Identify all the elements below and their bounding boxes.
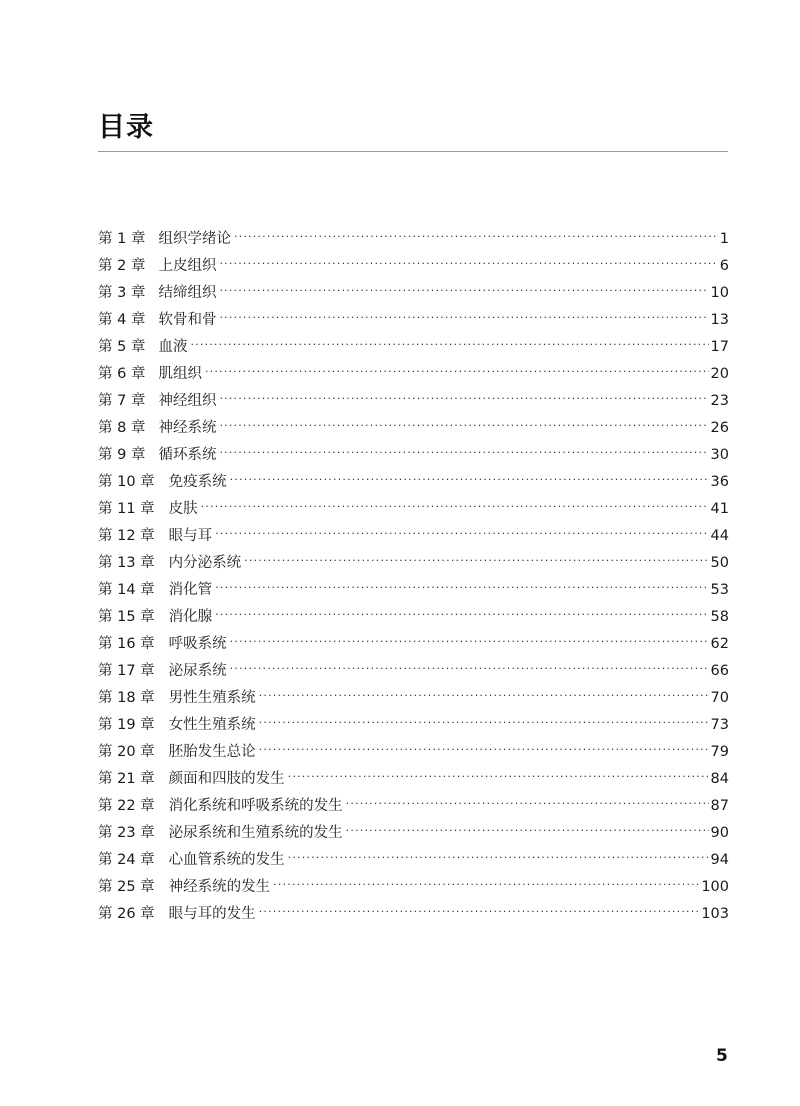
chapter-page-number: 23: [710, 393, 729, 409]
chapter-page-number: 73: [710, 717, 729, 733]
toc-entry[interactable]: [98, 361, 729, 388]
chapter-title: 神经组织: [158, 393, 217, 409]
chapter-page-number: 13: [710, 312, 729, 328]
dot-leader: [201, 493, 709, 520]
chapter-title: 泌尿系统和生殖系统的发生: [168, 825, 343, 841]
dot-leader: [259, 682, 709, 709]
chapter-page-number: 50: [710, 555, 729, 571]
dot-leader: [205, 358, 709, 385]
chapter-title: 消化管: [168, 582, 213, 598]
chapter-number: 第 20 章: [98, 744, 155, 760]
toc-entry[interactable]: [98, 577, 729, 604]
toc-entry[interactable]: [98, 469, 729, 496]
chapter-number: 第 21 章: [98, 771, 155, 787]
chapter-title: 上皮组织: [158, 258, 217, 274]
chapter-number: 第 15 章: [98, 609, 155, 625]
chapter-number: 第 23 章: [98, 825, 155, 841]
chapter-page-number: 44: [710, 528, 729, 544]
toc-entry[interactable]: [98, 847, 729, 874]
chapter-page-number: 79: [710, 744, 729, 760]
dot-leader: [259, 898, 700, 925]
chapter-number: 第 11 章: [98, 501, 155, 517]
chapter-title: 心血管系统的发生: [168, 852, 285, 868]
dot-leader: [219, 250, 717, 277]
chapter-page-number: 20: [710, 366, 729, 382]
toc-entry[interactable]: [98, 307, 729, 334]
dot-leader: [230, 466, 709, 493]
chapter-page-number: 53: [710, 582, 729, 598]
chapter-number: 第 7 章: [98, 393, 146, 409]
page-title: 目录: [98, 112, 154, 144]
toc-entry[interactable]: [98, 334, 729, 361]
toc-entry[interactable]: [98, 415, 729, 442]
dot-leader: [219, 277, 708, 304]
dot-leader: [244, 547, 708, 574]
chapter-number: 第 18 章: [98, 690, 155, 706]
chapter-title: 消化腺: [168, 609, 213, 625]
chapter-number: 第 2 章: [98, 258, 146, 274]
chapter-number: 第 1 章: [98, 231, 146, 247]
chapter-title: 呼吸系统: [168, 636, 227, 652]
toc-entry[interactable]: [98, 685, 729, 712]
chapter-page-number: 6: [719, 258, 729, 274]
toc-entry[interactable]: [98, 442, 729, 469]
toc-entry[interactable]: [98, 523, 729, 550]
toc-entry[interactable]: [98, 874, 729, 901]
chapter-title: 消化系统和呼吸系统的发生: [168, 798, 343, 814]
chapter-title: 内分泌系统: [168, 555, 242, 571]
chapter-page-number: 84: [710, 771, 729, 787]
table-of-contents: [98, 226, 729, 928]
dot-leader: [234, 223, 718, 250]
chapter-number: 第 13 章: [98, 555, 155, 571]
chapter-title: 泌尿系统: [168, 663, 227, 679]
chapter-title: 男性生殖系统: [168, 690, 256, 706]
chapter-number: 第 22 章: [98, 798, 155, 814]
toc-entry[interactable]: [98, 253, 729, 280]
chapter-number: 第 26 章: [98, 906, 155, 922]
chapter-number: 第 9 章: [98, 447, 146, 463]
dot-leader: [230, 655, 709, 682]
dot-leader: [259, 736, 709, 763]
chapter-number: 第 4 章: [98, 312, 146, 328]
dot-leader: [219, 385, 708, 412]
chapter-number: 第 25 章: [98, 879, 155, 895]
chapter-page-number: 36: [710, 474, 729, 490]
toc-entry[interactable]: [98, 739, 729, 766]
title-divider: [98, 151, 728, 152]
page-number: 5: [716, 1046, 728, 1066]
chapter-number: 第 12 章: [98, 528, 155, 544]
dot-leader: [259, 709, 709, 736]
chapter-page-number: 41: [710, 501, 729, 517]
chapter-page-number: 1: [719, 231, 729, 247]
dot-leader: [346, 790, 709, 817]
chapter-number: 第 5 章: [98, 339, 146, 355]
toc-entry[interactable]: [98, 820, 729, 847]
toc-entry[interactable]: [98, 280, 729, 307]
dot-leader: [230, 628, 709, 655]
chapter-page-number: 70: [710, 690, 729, 706]
chapter-title: 循环系统: [158, 447, 217, 463]
toc-entry[interactable]: [98, 550, 729, 577]
toc-entry[interactable]: [98, 766, 729, 793]
chapter-title: 神经系统的发生: [168, 879, 271, 895]
dot-leader: [190, 331, 708, 358]
chapter-number: 第 17 章: [98, 663, 155, 679]
chapter-title: 神经系统: [158, 420, 217, 436]
toc-entry[interactable]: [98, 388, 729, 415]
chapter-title: 皮肤: [168, 501, 198, 517]
chapter-title: 组织学绪论: [158, 231, 231, 247]
chapter-title: 免疫系统: [168, 474, 227, 490]
chapter-page-number: 58: [710, 609, 729, 625]
toc-entry[interactable]: [98, 712, 729, 739]
chapter-number: 第 10 章: [98, 474, 155, 490]
chapter-title: 血液: [158, 339, 188, 355]
chapter-page-number: 62: [710, 636, 729, 652]
chapter-title: 眼与耳的发生: [168, 906, 256, 922]
chapter-page-number: 66: [710, 663, 729, 679]
dot-leader: [219, 439, 708, 466]
toc-entry[interactable]: [98, 631, 729, 658]
toc-entry[interactable]: [98, 658, 729, 685]
chapter-number: 第 24 章: [98, 852, 155, 868]
dot-leader: [288, 763, 709, 790]
chapter-page-number: 10: [710, 285, 729, 301]
chapter-title: 胚胎发生总论: [168, 744, 256, 760]
toc-entry[interactable]: [98, 226, 729, 253]
chapter-title: 女性生殖系统: [168, 717, 256, 733]
chapter-number: 第 8 章: [98, 420, 146, 436]
toc-entry[interactable]: [98, 604, 729, 631]
dot-leader: [215, 520, 708, 547]
chapter-number: 第 19 章: [98, 717, 155, 733]
chapter-number: 第 3 章: [98, 285, 146, 301]
chapter-number: 第 6 章: [98, 366, 146, 382]
chapter-title: 颜面和四肢的发生: [168, 771, 285, 787]
dot-leader: [273, 871, 699, 898]
toc-entry[interactable]: [98, 901, 729, 928]
dot-leader: [215, 574, 708, 601]
dot-leader: [288, 844, 709, 871]
chapter-page-number: 30: [710, 447, 729, 463]
dot-leader: [219, 412, 708, 439]
chapter-page-number: 94: [710, 852, 729, 868]
chapter-number: 第 14 章: [98, 582, 155, 598]
dot-leader: [219, 304, 708, 331]
chapter-page-number: 103: [701, 906, 729, 922]
dot-leader: [346, 817, 709, 844]
toc-entry[interactable]: [98, 793, 729, 820]
chapter-title: 软骨和骨: [158, 312, 217, 328]
chapter-page-number: 87: [710, 798, 729, 814]
chapter-page-number: 100: [701, 879, 729, 895]
chapter-number: 第 16 章: [98, 636, 155, 652]
chapter-page-number: 90: [710, 825, 729, 841]
chapter-page-number: 26: [710, 420, 729, 436]
chapter-title: 肌组织: [158, 366, 202, 382]
chapter-page-number: 17: [710, 339, 729, 355]
dot-leader: [215, 601, 708, 628]
chapter-title: 眼与耳: [168, 528, 213, 544]
toc-entry[interactable]: [98, 496, 729, 523]
chapter-title: 结缔组织: [158, 285, 217, 301]
